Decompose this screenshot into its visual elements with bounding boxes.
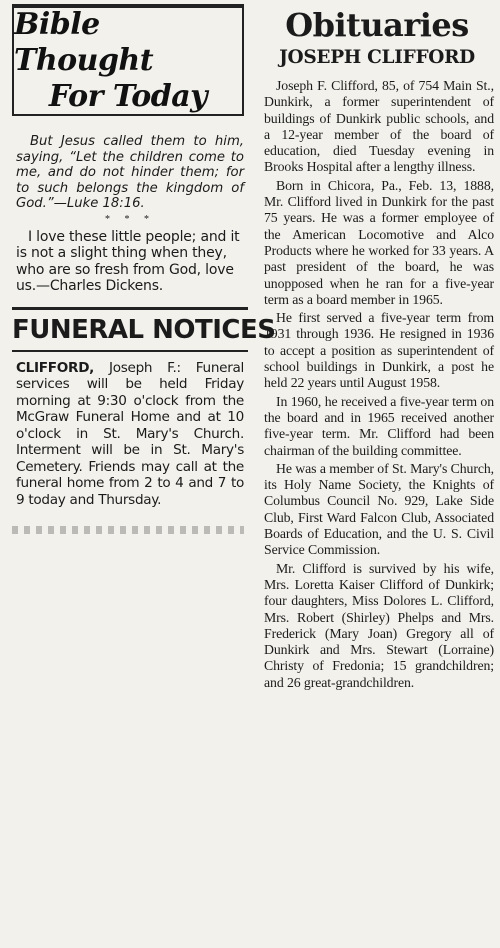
notice-name: CLIFFORD, bbox=[16, 359, 95, 376]
bible-verse: But Jesus called them to him, saying, “Let the children come to me, and do not hinder them; for to such belongs the kingdom of God.”—Luke 18:16. bbox=[16, 134, 244, 211]
divider bbox=[12, 350, 248, 352]
separator-stars: * * * bbox=[105, 213, 155, 225]
obituary-paragraph: He first served a five-year term from 1931 through 1936. He resigned in 1936 to accept a position as superintendent of school buildings in Dunkirk, a post he held 22 years until August 1958. bbox=[264, 310, 494, 391]
bible-thought-title-line2: For Today bbox=[48, 79, 208, 114]
dickens-quote: I love these little people; and it is not a slight thing when they, who are so fresh from God, love us.—Charles Dickens. bbox=[16, 228, 240, 294]
bible-thought-title-line1: Bible Thought bbox=[14, 7, 154, 78]
obituary-paragraph: In 1960, he received a five-year term on the board and in 1965 received another five-year term. Mr. Clifford had been chairman of the building committee. bbox=[264, 393, 494, 458]
obituaries-heading: Obituaries bbox=[285, 6, 469, 44]
left-column bbox=[12, 4, 276, 534]
obituary-paragraph: Mr. Clifford is survived by his wife, Mrs. Loretta Kaiser Clifford of Dunkirk; four daughters, Miss Dolores L. Clifford, Mrs. Robert (Shirley) Phelps and Mrs. Frederick (Mary Joan) Gregory all of Dunkirk and Mrs. Stewart (Lorraine) Christy of Fredonia; 15 grandchildren; and 26 great-grandchildren. bbox=[264, 560, 494, 690]
funeral-notice bbox=[16, 360, 244, 509]
funeral-notices-heading: FUNERAL NOTICES bbox=[12, 314, 276, 345]
obituary-paragraph: He was a member of St. Mary's Church, its Holy Name Society, the Knights of Columbus Council No. 929, Lake Side Club, First Ward Falcon Club, Associated Boards of Education, and the U. S. Civil Service Commission. bbox=[264, 460, 494, 558]
right-column bbox=[258, 4, 496, 693]
obituary-paragraph: Born in Chicora, Pa., Feb. 13, 1888, Mr. Clifford lived in Dunkirk for the past 75 years. He was a former employee of the American Locomotive and Alco Products where he worked for 33 years. A past president of the board, he was unopposed when he ran for a five-year term as a board member in 1965. bbox=[264, 177, 494, 307]
obituary-subject: JOSEPH CLIFFORD bbox=[279, 47, 475, 68]
notice-text: Joseph F.: Funeral services will be held Friday morning at 9:30 o'clock from the McGraw Funeral Home and at 10 o'clock in St. Mary's Church. Interment will be in St. Mary's Cemetery. Friends may call at the funeral home from 2 to 4 and 7 to 9 today and Thursday. bbox=[16, 359, 244, 508]
bible-thought-box bbox=[12, 4, 244, 116]
obituary-paragraph: Joseph F. Clifford, 85, of 754 Main St., Dunkirk, a former superintendent of buildings of Dunkirk public schools, and a 12-year member of the board of education, died Tuesday evening in Brooks Hospital after a lengthy illness. bbox=[264, 78, 494, 175]
faded-next-notice bbox=[12, 526, 244, 534]
